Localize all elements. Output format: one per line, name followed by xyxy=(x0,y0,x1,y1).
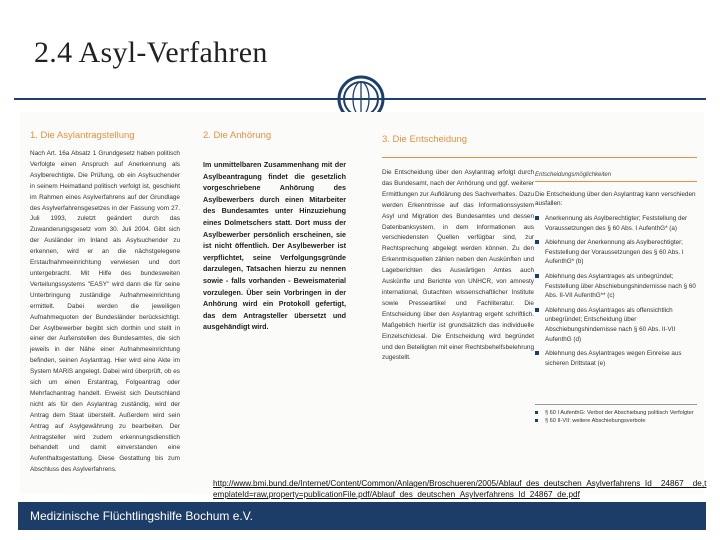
text-antragstellung: Nach Art. 16a Absatz 1 Grundgesetz haben politisch Verfolgte einen Anspruch auf Anerkennung als Asylberechtigte. Die Prüfung, ob ein Asylsuchender in seinem Heimatland politisch verfolgt ist, geschieht im Rahmen eines Asylverfahrens auf der Grundlage des Asylverfahrensgesetzes in der Fassung vom 27. Juli 1993, zuletzt geändert durch das Zuwanderungsgesetz vom 30. Juli 2004. Gibt sich der Ausländer im Inland als Asylsuchender zu erkennen, wird er an die nächstgelegene Erstaufnahmeeinrichtung verwiesen und dort untergebracht. Mit Hilfe des bundesweiten Verteilungssystems "EASY" wird dann die für seine Unterbringung zuständige Aufnahmeeinrichtung ermittelt. Dabei werden die jeweiligen Aufnahmequoten der Bundesländer berücksichtigt. Der Asylbewerber begibt sich dorthin und stellt in einer der Außenstellen des Bundesamtes, die sich jeweils in der Nähe einer Aufnahmeeinrichtung befinden, seinen Asylantrag. Hier wird eine Akte im System MARiS angelegt. Dabei wird überprüft, ob es sich um einen Erstantrag, Folgeantrag oder Mehrfachantrag handelt. Erweist sich Deutschland nicht als für den Asylantrag zuständig, wird der Antrag dem Staat überstellt. Außerdem wird sein Antrag auf Asylgewährung zu bearbeiten. Der Antragsteller wird zudem erkennungsdienstlich behandelt und damit einverstanden eine Aufenthaltsgestattung. Diese Gestattung bis zum Abschluss des Asylverfahrens. xyxy=(30,150,180,474)
source-link[interactable]: http://www.bmi.bund.de/Internet/Content/Common/Anlagen/Broschueren/2005/Ablauf_des_deutschen_Asylverfahrens_Id__24867__de,templateId=raw,property=publicationFile.pdf/Ablauf_des_deutschen_Asylverfahrens_Id_24867_de.pdf xyxy=(213,479,707,499)
column-anhoerung xyxy=(203,112,346,333)
list-item-text: Anerkennung als Asylberechtigter; Feststellung der Voraussetzungen des § 60 Abs. I AufenthG* (a) xyxy=(545,215,688,232)
footer-text: Medizinische Flüchtlingshilfe Bochum e.V. xyxy=(30,509,254,523)
heading-anhoerung: 2. Die Anhörung xyxy=(203,130,272,141)
footer-bar xyxy=(18,502,706,530)
list-item-text: Ablehnung des Asylantrages als unbegründet; Feststellung über Abschiebungshindernisse nach § 60 Abs. II-VII AufenthG** (c) xyxy=(545,272,696,300)
bullet-icon xyxy=(535,216,539,220)
column-entscheidung xyxy=(382,112,534,364)
footnote-rule xyxy=(535,404,697,405)
footnote xyxy=(535,417,697,425)
bullet-icon xyxy=(535,351,539,355)
footnote xyxy=(535,409,697,417)
bullet-icon xyxy=(535,411,538,414)
brochure-image xyxy=(20,112,704,494)
heading-antragstellung: 1. Die Asylantragstellung xyxy=(30,130,135,141)
decision-options-list xyxy=(535,214,697,368)
decision-options-heading: Entscheidungsmöglichkeiten xyxy=(535,172,612,178)
text-anhoerung: Im unmittelbaren Zusammenhang mit der Asylbeantragung findet die gesetzlich vorgeschriebene Anhörung des Asylbewerbers durch einen Mitarbeiter des Bundesamtes unter Hinzuziehung eines Dolmetschers statt. Dort muss der Asylbewerber persönlich erscheinen, sie ist nicht öffentlich. Der Asylbewerber ist verpflichtet, seine Verfolgungsgründe darzulegen, Tatsachen hierzu zu nennen sowie - falls vorhanden - Beweismaterial vorzulegen. Über sein Vorbringen in der Anhörung wird ein Protokoll gefertigt, das dem Antragsteller übersetzt und ausgehändigt wird. xyxy=(203,160,346,332)
bullet-icon xyxy=(535,274,539,278)
heading-rule xyxy=(382,157,697,158)
list-item-text: Ablehnung des Asylantrages als offensichtlich unbegründet; Entscheidung über Abschiebungshindernisse nach § 60 Abs. II-VII AufenthG (d) xyxy=(545,306,676,343)
footnote-text: § 60 II-VII: weitere Abschiebungsverbote xyxy=(545,418,646,424)
bullet-icon xyxy=(535,240,539,244)
bullet-icon xyxy=(535,308,539,312)
heading-entscheidung: 3. Die Entscheidung xyxy=(382,134,468,145)
list-item xyxy=(535,306,697,344)
decision-options-intro: Die Entscheidung über den Asylantrag kann verschieden ausfallen: xyxy=(535,191,696,207)
text-entscheidung: Die Entscheidung über den Asylantrag erfolgt durch das Bundesamt, nach der Anhörung und ggf. weiterer Ermittlungen zur Aufklärung des Sachverhaltes. Dazu werden Erkenntnisse auf das Informationssystem Asyl und Migration des Bundesamtes und dessen Datenbanksystem, in dem Informationen aus verschiedensten Quellen verfügbar sind, zur Rechtsprechung abgelegt werden können. Zu den Erkenntnisquellen zählen neben den Auskünften und Lageberichten des Auswärtigen Amtes auch Auskünfte und Berichte von UNHCR, von amnesty international, Gutachten wissenschaftlicher Institute sowie Presseartikel und Fachliteratur. Die Entscheidung über den Asylantrag ergeht schriftlich. Maßgeblich hierfür ist grundsätzlich das individuelle Einzelschicksal. Die Entscheidung wird begründet und den Beteiligten mit einer Rechtsbehelfsbelehrung zugestellt. xyxy=(382,169,534,362)
list-item-text: Ablehnung der Anerkennung als Asylberechtigter; Feststellung der Voraussetzungen des § 60 Abs. I AufenthG* (b) xyxy=(545,239,684,266)
list-item xyxy=(535,349,697,368)
footnote-text: § 60 I AufenthG: Verbot der Abschiebung politisch Verfolgter xyxy=(545,410,694,416)
list-item-text: Ablehnung des Asylantrages wegen Einreise aus sicheren Drittstaat (e) xyxy=(545,350,682,367)
box-rule xyxy=(535,181,697,182)
footnotes xyxy=(535,404,697,425)
decision-options-box xyxy=(535,162,697,373)
column-antragstellung xyxy=(30,112,180,476)
bullet-icon xyxy=(535,419,538,422)
slide-title: 2.4 Asyl-Verfahren xyxy=(34,36,268,69)
title-rule xyxy=(14,98,706,100)
list-item xyxy=(535,272,697,301)
list-item xyxy=(535,238,697,267)
list-item xyxy=(535,214,697,233)
